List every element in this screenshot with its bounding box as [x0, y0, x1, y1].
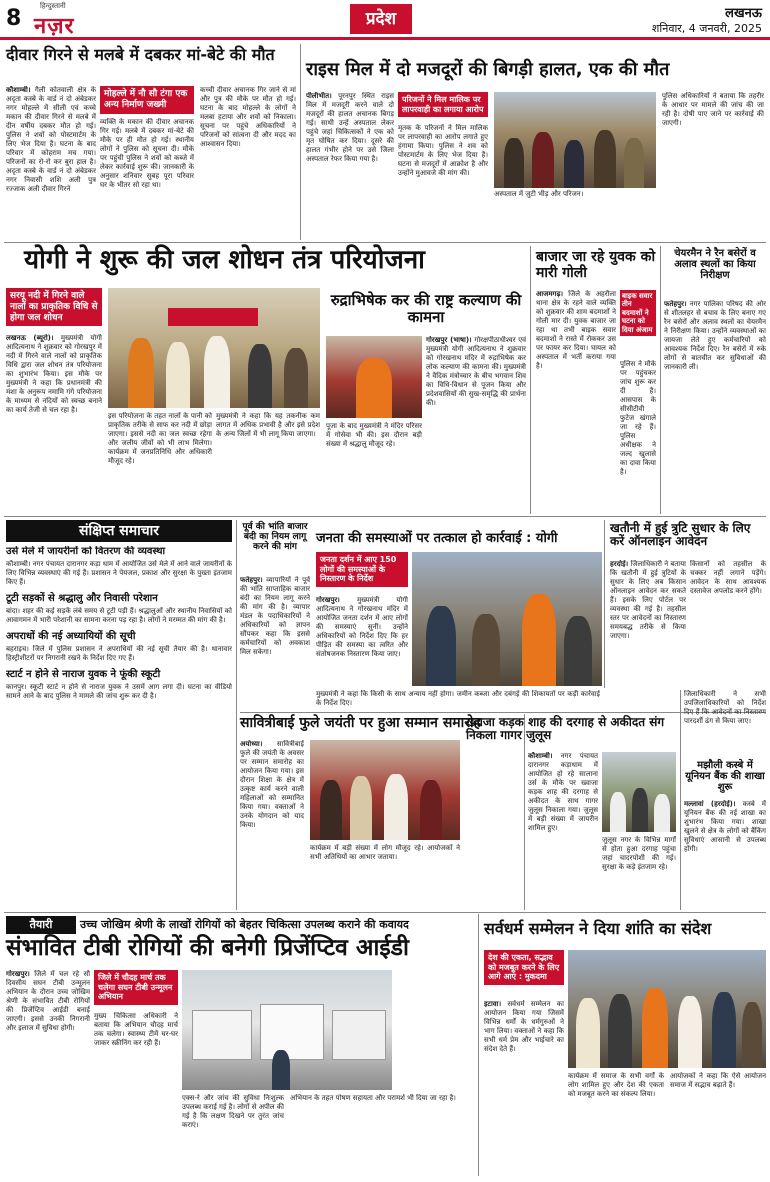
samachar-list — [6, 546, 232, 910]
article-market-col2: पुलिस ने मौके पर पहुंचकर जांच शुरू कर दी है। आसपास के सीसीटीवी फुटेज खंगाले जा रहे हैं। पुलिस अधीक्षक ने जल्द खुलासे का दावा किया है। — [620, 360, 656, 476]
headline-wall: दीवार गिरने से मलबे में दबकर मां-बेटे की मौत — [6, 45, 275, 64]
subhead-yogi: सरयू नदी में गिरने वाले नालों का प्राकृतिक विधि से होगा जल शोधन — [6, 288, 102, 326]
article-tb-col2: मुख्य चिकित्सा अधिकारी ने बताया कि अभियान चौदह मार्च तक चलेगा। स्वास्थ्य टीमें घर-घर जाकर स्क्रीनिंग कर रही हैं। — [94, 1012, 178, 1047]
subhead-sarvdharm: देश की एकता, सद्भाव को मजबूत करने के लिए आगे आएं : मुकदमा — [484, 950, 564, 985]
photo-phule-ceremony — [310, 740, 460, 840]
article-yogi-col1: लखनऊ (ब्यूरो)। मुख्यमंत्री योगी आदित्यनाथ ने शुक्रवार को गोरखपुर में नदी में गिरने वाले नालों को प्राकृतिक विधि द्वारा जल शोधन तंत्र परियोजना का शुभारंभ किया। इस मौके पर मुख्यमंत्री ने कहा कि प्रधानमंत्री की मंशा के अनुरूप नमामि गंगे परियोजना के माध्यम से नदियों को स्वच्छ बनाने का कार्य तेजी से चल रहा है। — [6, 334, 102, 414]
samachar-item-head: उर्स मेले में जायरीनों को वितरण की व्यवस्था — [6, 546, 166, 557]
headline-rudrabhishek: रुद्राभिषेक कर की राष्ट्र कल्याण की कामना — [330, 291, 522, 326]
masthead — [0, 0, 770, 40]
samachar-item-body: बांदा। शहर की कई सड़कें लंबे समय से टूटी पड़ी हैं। श्रद्धालुओं और स्थानीय निवासियों को आवागमन में भारी परेशानी का सामना करना पड़ रहा है। लोगों ने मरम्मत की मांग की है। — [6, 607, 232, 624]
photo-rudrabhishek — [326, 336, 422, 418]
article-phule-col1: अयोध्या। सावित्रीबाई फुले की जयंती के अवसर पर सम्मान समारोह का आयोजन किया गया। इस दौरान शिक्षा के क्षेत्र में उत्कृष्ट कार्य करने वाली महिलाओं को सम्मानित किया गया। वक्ताओं ने उनके योगदान को याद किया। — [240, 740, 304, 829]
divider — [680, 690, 681, 910]
divider — [530, 246, 531, 514]
issue-date: शनिवार, 4 जनवरी, 2025 — [651, 22, 762, 35]
article-rice-col2: मृतक के परिजनों ने मिल मालिक पर लापरवाही का आरोप लगाते हुए हंगामा किया। पुलिस ने शव को पोस्टमार्टम के लिए भेज दिया है। घटना से मजदूरों में आक्रोश है और उन्होंने मुआवजे की मांग की। — [398, 124, 488, 177]
article-tb-col4: अभियान के तहत पोषण सहायता और परामर्श भी दिया जा रहा है। — [290, 1094, 456, 1102]
article-rice-col1: पीलीभीत। पूरनपुर स्थित राइस मिल में मजदूरी करने वाले दो मजदूरों की हालत अचानक बिगड़ गई। साथी उन्हें अस्पताल लेकर पहुंचे जहां चिकित्सकों ने एक को मृत घोषित कर दिया। दूसरे की हालत गंभीर होने पर उसे जिला अस्पताल रेफर किया गया है। — [306, 92, 394, 163]
article-yogi-col2: इस परियोजना के तहत नालों के पानी को प्राकृतिक तरीके से साफ कर नदी में छोड़ा जाएगा। इससे नदी का जल स्वच्छ रहेगा और जलीय जीवों को भी लाभ मिलेगा। कार्यक्रम में जनप्रतिनिधि और अधिकारी मौजूद रहे। — [108, 412, 212, 465]
article-market-col1: आजमगढ़। जिले के अहरौला थाना क्षेत्र के रहने वाले व्यक्ति को शुक्रवार की शाम बदमाशों ने गोली मार दी। युवक बाजार जा रहा था तभी बाइक सवार बदमाशों ने रास्ते में रोककर उस पर फायर कर दिया। घायल को अस्पताल में भर्ती कराया गया है। — [536, 290, 616, 370]
article-khatauni-col1: हरदोई। जिलाधिकारी ने बताया कि खतौनी में हुई त्रुटियों के सुधार के लिए अब किसान ऑनलाइन आवेदन कर सकते हैं। इसके लिए पोर्टल पर व्यवस्था की गई है। तहसील स्तर पर आवेदनों का निस्तारण समयबद्ध तरीके से किया जाएगा। — [610, 560, 686, 640]
article-janta-col2: मुख्यमंत्री ने कहा कि किसी के साथ अन्याय नहीं होगा। जमीन कब्जा और दबंगई की शिकायतों पर कड़ी कार्रवाई के निर्देश दिए। — [316, 690, 600, 707]
divider — [4, 516, 766, 517]
article-wall-col1: कौशाम्बी। गैली कोतवाली क्षेत्र के अदृता कस्बे के वार्ड नं दो अंबेडकर नगर मोहल्ले में सीली एवं कच्चे मकान की दीवार गिरने से मलबे में दीन वर्षीय दबकर मौत हो गई। पुलिस ने शवों को पोस्टमार्टम के लिए भेज दिया है। घटना के बाद परिवार में कोहराम मच गया। परिजनों का रो-रो कर बुरा हाल है। अदृता कस्बे के वार्ड नं दो अंबेडकर नगर निवासी शशि अली पुत्र रज्जाक अली दीवार गिरने — [6, 86, 96, 193]
divider — [604, 520, 605, 688]
article-rudra-col1: गोरखपुर (भाषा)। गोरक्षपीठाधीश्वर एवं मुख्यमंत्री योगी आदित्यनाथ ने शुक्रवार को गोरखनाथ मंदिर में रुद्राभिषेक कर लोक कल्याण की कामना की। मुख्यमंत्री ने वैदिक मंत्रोच्चार के बीच भगवान शिव का विधि-विधान से पूजन किया और प्रदेशवासियों की सुख-समृद्धि की प्रार्थना की। — [426, 336, 526, 407]
page-number: 8 — [6, 6, 22, 31]
headline-tb: संभावित टीबी रोगियों की बनेगी प्रिजेंप्टिव आईडी — [6, 935, 409, 961]
subhead-wall: मोहल्ले में नौ सौ टंगा एक अन्य निर्माण जख्मी — [100, 86, 194, 114]
subhead-janta: जनता दर्शन में आए 150 लोगों की समस्याओं के निस्तारण के निर्देश — [316, 552, 408, 587]
divider — [4, 242, 766, 243]
samachar-item-body: कौशाम्बी। नगर पंचायत दारानगर कड़ा धाम में आयोजित उर्स मेले में आने वाले जायरीनों के लिए विभिन्न व्यवस्थाएं की गई हैं। प्रशासन ने पेयजल, प्रकाश और सुरक्षा के पुख्ता इंतजाम किए हैं। — [6, 560, 232, 586]
subhead-rice-mill: परिजनों ने मिल मालिक पर लापरवाही का लगाया आरोप — [398, 92, 488, 117]
brand-logo: नज़र — [34, 14, 75, 39]
article-wall-col2: व्यक्ति के मकान की दीवार अचानक गिर गई। मलबे में दबकर मां-बेटे की मौके पर ही मौत हो गई। स्थानीय लोगों ने पुलिस को सूचना दी। मौके पर पहुंची पुलिस ने शवों को कब्जे में लेकर कार्रवाई शुरू की। जानकारी के अनुसार शनिवार सुबह पूरा परिवार घर के भीतर सो रहा था। — [100, 118, 194, 189]
article-khatauni-col3: जिलाधिकारी ने सभी उपजिलाधिकारियों को निर्देश दिए हैं कि आवेदनों का निस्तारण पारदर्शी ढंग से किया जाए। — [684, 690, 766, 725]
divider — [524, 714, 525, 910]
article-khwaja-col1: कौशाम्बी। नगर पंचायत दारानगर कड़ाधाम में आयोजित हो रहे सालाना उर्स के मौके पर ख्वाजा कड़क शाह की दरगाह से अकीदत के साथ गागर जुलूस निकाला गया। जुलूस में बड़ी संख्या में जायरीन शामिल हुए। — [528, 752, 598, 832]
article-purv: फतेहपुर। व्यापारियों ने पूर्व की भांति साप्ताहिक बाजार बंदी का नियम लागू करने की मांग की है। व्यापार मंडल के पदाधिकारियों ने अधिकारियों को ज्ञापन सौंपकर कहा कि इससे कर्मचारियों को अवकाश मिल सकेगा। — [240, 576, 310, 656]
article-sarvdharm-col3: आयोजकों ने कहा कि ऐसे आयोजन समाज में सद्भाव बढ़ाते हैं। — [670, 1072, 766, 1089]
headline-market-shooting: बाजार जा रहे युवक को मारी गोली — [536, 249, 656, 281]
photo-sarvdharm — [568, 950, 766, 1068]
divider — [300, 44, 301, 240]
banner-text: उच्च जोखिम श्रेणी के लाखों रोगियों को बेहतर चिकित्सा उपलब्ध कराने की कवायद — [80, 918, 409, 931]
article-phule-col2: कार्यक्रम में बड़ी संख्या में लोग मौजूद रहे। आयोजकों ने सभी अतिथियों का आभार जताया। — [310, 844, 460, 861]
samachar-item — [6, 631, 232, 663]
photo-tb-vans — [182, 970, 392, 1090]
headline-chairman: चेयरमैन ने रैन बसेरों व अलाव स्थलों का किया निरीक्षण — [674, 248, 756, 282]
article-khwaja-col2: जुलूस नगर के विभिन्न मार्गों से होता हुआ दरगाह पहुंचा जहां चादरपोशी की गई। सुरक्षा के कड़े इंतजाम रहे। — [602, 836, 676, 871]
headline-phule: सावित्रीबाई फुले जयंती पर हुआ सम्मान समारोह — [240, 715, 482, 731]
headline-khwaja: ख्वाजा कड़क शाह की दरगाह से अकीदत संग निकला गागर जुलूस — [466, 715, 665, 743]
samachar-item — [6, 669, 232, 701]
samachar-item-body: बहराइच। जिले में पुलिस प्रशासन ने अपराधियों की नई सूची तैयार की है। थानावार हिस्ट्रीशीटरों पर निगरानी रखने के निर्देश दिए गए हैं। — [6, 645, 232, 662]
divider — [660, 246, 661, 514]
headline-janta: जनता की समस्याओं पर तत्काल हो कार्रवाई : योगी — [316, 531, 558, 546]
article-rice-col3: पुलिस अधिकारियों ने बताया कि तहरीर के आधार पर मामले की जांच की जा रही है। दोषी पाए जाने पर कार्रवाई की जाएगी। — [662, 92, 764, 127]
article-sarvdharm-col2: कार्यक्रम में समाज के सभी वर्गों के लोग शामिल हुए और देश की एकता को मजबूत करने का संकल्प लिया। — [568, 1072, 664, 1098]
caption-rice-mill: अस्पताल में जुटी भीड़ और परिजन। — [494, 190, 584, 198]
photo-yogi-event — [108, 288, 320, 408]
divider — [4, 912, 766, 913]
article-janta-col1: गोरखपुर। मुख्यमंत्री योगी आदित्यनाथ ने गोरखनाथ मंदिर में आयोजित जनता दर्शन में आए लोगों की समस्याएं सुनीं। उन्होंने अधिकारियों को निर्देश दिए कि हर पीड़ित की समस्या का त्वरित और संतोषजनक निस्तारण किया जाए। — [316, 596, 408, 658]
section-samachar: संक्षिप्त समाचार — [6, 520, 232, 542]
samachar-item-head: टूटी सड़कों से श्रद्धालु और निवासी परेशान — [6, 593, 158, 604]
article-sarvdharm-col1: इटावा। सर्वधर्म सम्मेलन का आयोजन किया गया जिसमें विभिन्न धर्मों के धर्मगुरुओं ने भाग लिया। वक्ताओं ने कहा कि सभी धर्म प्रेम और भाईचारे का संदेश देते हैं। — [484, 1000, 564, 1053]
article-bank: मल्लावां (हरदोई)। कस्बे में यूनियन बैंक की नई शाखा का शुभारंभ किया गया। शाखा खुलने से क्षेत्र के लोगों को बैंकिंग सुविधाएं आसानी से उपलब्ध होंगी। — [684, 800, 766, 853]
samachar-item — [6, 546, 232, 587]
photo-janta-darshan — [412, 552, 602, 686]
city-name: लखनऊ — [725, 6, 762, 21]
article-wall-col3: कच्ची दीवार अचानक गिर जाने से मां और पुत्र की मौके पर मौत हो गई। घटना के बाद मोहल्ले के लोगों ने मलबा हटाया और शवों को निकाला। सूचना पर पहुंचे अधिकारियों ने परिजनों को सांत्वना दी और मदद का आश्वासन दिया। — [200, 86, 296, 148]
article-tb-col1: गोरखपुर। जिले में चल रहे सौ दिवसीय सघन टीबी उन्मूलन अभियान के दौरान उच्च जोखिम श्रेणी के संभावित टीबी रोगियों की प्रिजेंप्टिव आईडी बनाई जाएगी। इससे उनकी निगरानी और इलाज में सुविधा होगी। — [6, 970, 90, 1032]
article-tb-col3: एक्स-रे और जांच की सुविधा निःशुल्क उपलब्ध कराई गई है। लोगों से अपील की गई है कि लक्षण दिखने पर तुरंत जांच कराएं। — [182, 1094, 284, 1129]
samachar-item — [6, 593, 232, 625]
article-chairman: फतेहपुर। नगर पालिका परिषद की ओर से शीतलहर से बचाव के लिए बनाए गए रैन बसेरों और अलाव स्थलों का चेयरमैन ने निरीक्षण किया। उन्होंने व्यवस्थाओं का जायजा लेते हुए कर्मचारियों को आवश्यक निर्देश दिए। रैन बसेरों में रुके लोगों से बातचीत कर सुविधाओं की जानकारी ली। — [664, 300, 766, 371]
headline-yogi: योगी ने शुरू की जल शोधन तंत्र परियोजना — [24, 245, 425, 275]
article-yogi-col3: मुख्यमंत्री ने कहा कि यह तकनीक कम लागत में अधिक प्रभावी है और इसे प्रदेश के अन्य जिलों में भी लागू किया जाएगा। — [216, 412, 320, 438]
divider — [236, 520, 237, 910]
photo-hospital-crowd — [494, 92, 656, 188]
headline-purv: पूर्व की भांति बाजार बंदी का नियम लागू करने की मांग — [242, 522, 308, 553]
divider — [478, 914, 479, 1176]
samachar-item-head: अपराधों की नई अध्यायियों की सूची — [6, 631, 136, 642]
subhead-tb: जिले में चौदह मार्च तक चलेगा सघन टीबी उन्मूलन अभियान — [94, 970, 178, 1005]
headline-rice-mill: राइस मिल में दो मजदूरों की बिगड़ी हालत, एक की मौत — [306, 59, 670, 80]
samachar-item-body: कानपुर। स्कूटी स्टार्ट न होने से नाराज युवक ने उसमें आग लगा दी। घटना का वीडियो सामने आने के बाद पुलिस ने मामले की जांच शुरू कर दी है। — [6, 683, 232, 700]
headline-bank: मझौली कस्बे में यूनियन बैंक की शाखा शुरू — [685, 760, 765, 794]
banner-tag: तैयारी — [6, 916, 76, 934]
headline-sarvdharm: सर्वधर्म सम्मेलन ने दिया शांति का संदेश — [484, 919, 712, 938]
samachar-item-head: स्टार्ट न होने से नाराज युवक ने फूंकी स्कूटी — [6, 669, 161, 680]
subhead-market: बाइक सवार तीन बदमाशों ने घटना को दिया अंजाम — [620, 290, 656, 336]
article-khatauni-col2: किसानों को तहसील के चक्कर नहीं लगाने पड़ेंगे। आवेदन के साथ आवश्यक दस्तावेज अपलोड करने होंगे। — [690, 560, 766, 595]
photo-gagar-julus — [602, 752, 676, 832]
headline-khatauni: खतौनी में हुई त्रुटि सुधार के लिए करें ऑनलाइन आवेदन — [610, 521, 751, 549]
article-rudra-col2: पूजा के बाद मुख्यमंत्री ने मंदिर परिसर में गोसेवा भी की। इस दौरान बड़ी संख्या में श्रद्धालु मौजूद रहे। — [326, 422, 422, 448]
section-title: प्रदेश — [350, 4, 412, 34]
brand-tagline: हिन्दुस्तानी — [40, 2, 66, 10]
